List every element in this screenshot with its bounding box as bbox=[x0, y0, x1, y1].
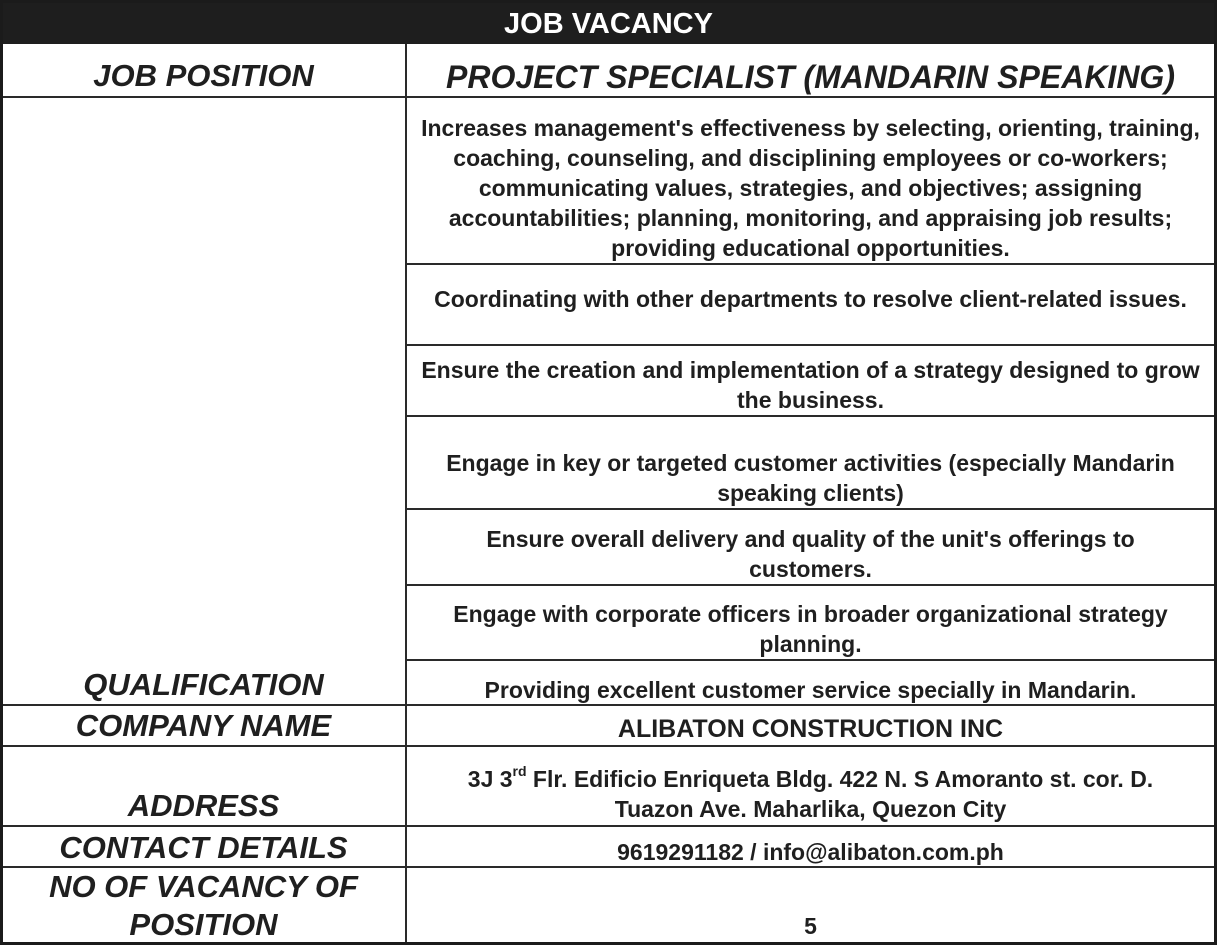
vacancy-label-line-2: POSITION bbox=[129, 907, 278, 942]
vacancy-value: 5 bbox=[804, 913, 817, 939]
qualification-divider bbox=[406, 415, 1214, 417]
qualification-divider bbox=[406, 659, 1214, 661]
row-divider bbox=[3, 745, 1214, 747]
qualification-item: Engage with corporate officers in broader organizational strategy planning. bbox=[453, 601, 1168, 657]
qualification-divider bbox=[406, 344, 1214, 346]
qualification-divider bbox=[406, 584, 1214, 586]
qualification-item: Engage in key or targeted customer activities (especially Mandarin speaking clients) bbox=[446, 450, 1175, 506]
vacancy-label bbox=[3, 868, 404, 944]
qualification-item: Increases management's effectiveness by selecting, orienting, training, coaching, counseling, and disciplining employees or co-workers; communicating values, strategies, and objectives; assigning accountabilities; planning, monitoring, and appraising job results; providing educational opportunities. bbox=[421, 115, 1200, 261]
qualification-divider bbox=[406, 508, 1214, 510]
address-value bbox=[407, 764, 1214, 824]
company-value: ALIBATON CONSTRUCTION INC bbox=[617, 715, 1004, 743]
row-divider bbox=[3, 825, 1214, 827]
address-label: ADDRESS bbox=[127, 788, 280, 823]
qualification-item: Providing excellent customer service specially in Mandarin. bbox=[484, 677, 1137, 703]
company-label: COMPANY NAME bbox=[75, 708, 332, 743]
contact-label: CONTACT DETAILS bbox=[59, 830, 348, 865]
address-line-1: 3J 3rd Flr. Edificio Enriqueta Bldg. 422 N. S Amoranto st. cor. D. bbox=[467, 763, 1154, 792]
job-position-value: PROJECT SPECIALIST (MANDARIN SPEAKING) bbox=[446, 59, 1175, 95]
qualification-item: Ensure overall delivery and quality of the unit's offerings to customers. bbox=[486, 526, 1135, 582]
job-position-label: JOB POSITION bbox=[93, 58, 314, 93]
vacancy-label-line-1: NO OF VACANCY OF bbox=[49, 869, 358, 904]
qualification-item: Coordinating with other departments to resolve client-related issues. bbox=[434, 286, 1187, 312]
qualification-item: Ensure the creation and implementation of a strategy designed to grow the business. bbox=[421, 357, 1200, 413]
qualification-label: QUALIFICATION bbox=[83, 667, 324, 702]
header-title: JOB VACANCY bbox=[504, 8, 713, 40]
qualification-divider bbox=[406, 263, 1214, 265]
contact-value: 9619291182 / info@alibaton.com.ph bbox=[617, 839, 1004, 865]
address-line-2: Tuazon Ave. Maharlika, Quezon City bbox=[614, 796, 1007, 822]
